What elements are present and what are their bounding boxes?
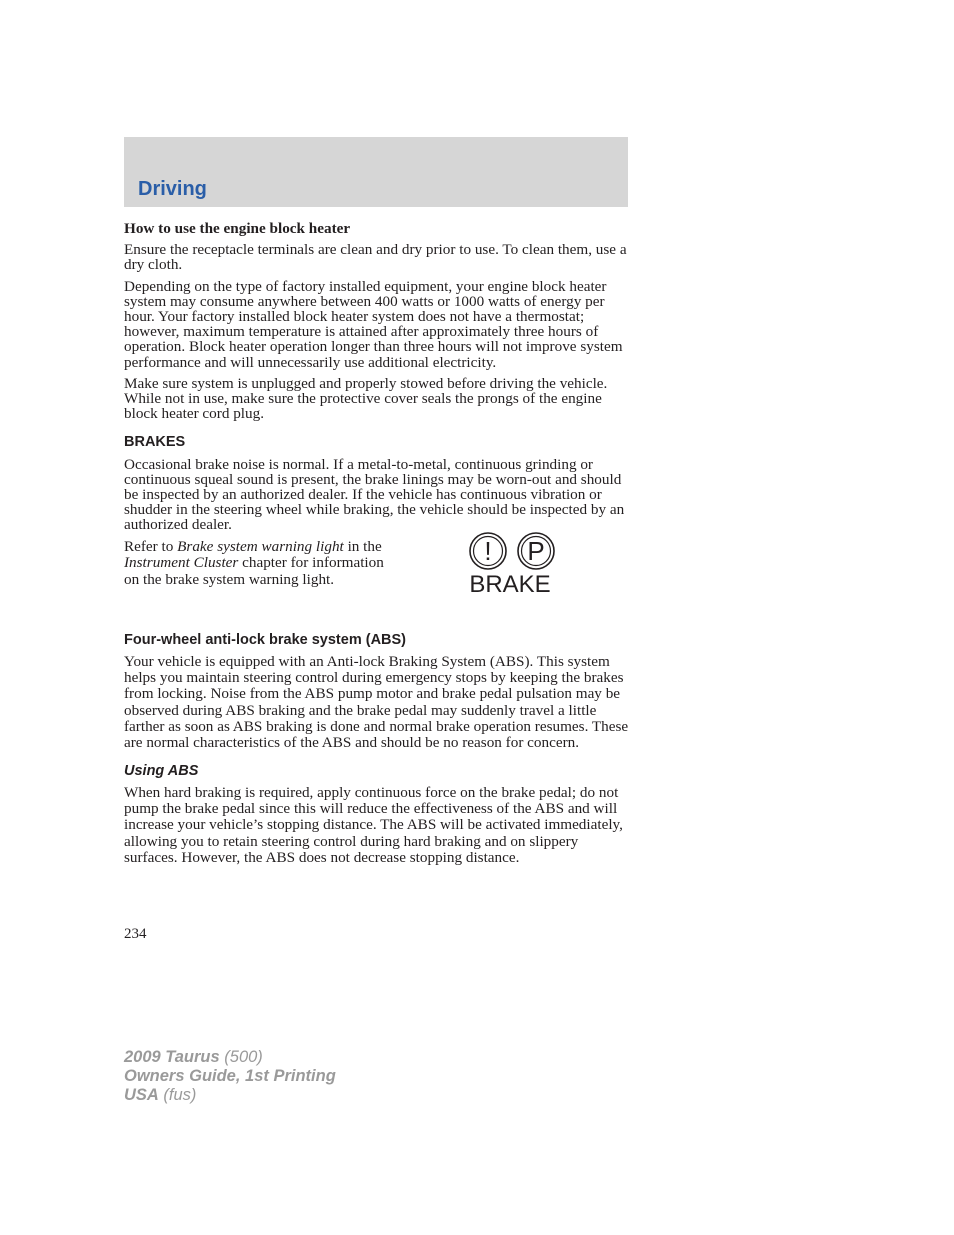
brake-reference-text [124,539,386,589]
parking-symbol: P [527,535,545,566]
abs-paragraph-1: Your vehicle is equipped with an Anti-lock Braking System (ABS). This system helps you maintain steering control during emergency stops by keeping the brakes from locking. Noise from the ABS pump motor and brake pedal pulsation may be observed during ABS braking and the brake pedal may suddenly travel a little farther as soon as ABS braking is done and normal brake operation resumes. These are normal characteristics of the ABS and should be no reason for concern. [124,652,629,752]
refer-suffix: chapter for information on the brake system warning light. [124,554,384,588]
block-heater-paragraph-2: Depending on the type of factory installed equipment, your engine block heater system may consume anywhere between 400 watts or 1000 watts of energy per hour. Your factory installed block heater system does not have a thermostat; however, maximum temperature is attained after approximately three hours of operation. Block heater operation longer than three hours will not improve system performance and will unnecessarily use additional electricity. [124,277,623,371]
brake-label: BRAKE [469,570,551,598]
section-title: Driving [138,178,207,200]
footer-line-3 [124,1086,336,1105]
refer-instrument-cluster: Instrument Cluster [124,554,239,572]
page-number: 234 [124,926,147,942]
footer-model: 2009 Taurus [124,1048,220,1066]
brakes-paragraph-1: Occasional brake noise is normal. If a metal-to-metal, continuous grinding or continuous squeal sound is present, the brake linings may be worn-out and should be inspected by an authorized dealer. If the vehicle has continuous vibration or shudder in the steering wheel while braking, the vehicle should be inspected by an authorized dealer. [124,455,625,534]
block-heater-paragraph-3: Make sure system is unplugged and properly stowed before driving the vehicle. While not in use, make sure the protective cover seals the prongs of the engine block heater cord plug. [124,374,608,423]
section-header-band [124,137,628,207]
footer-market: USA [124,1086,159,1104]
page-content [124,221,629,872]
footer-line-2 [124,1067,336,1086]
document-footer [124,1048,336,1105]
abs-heading: Four-wheel anti-lock brake system (ABS) [124,631,407,648]
brake-warning-icon [464,531,556,601]
footer-market-code: (fus) [158,1086,197,1104]
footer-line-1 [124,1048,336,1067]
using-abs-paragraph-1: When hard braking is required, apply continuous force on the brake pedal; do not pump the brake pedal since this will reduce the effectiveness of the ABS and will increase your vehicle’s stopping distance. The ABS will be activated immediately, allowing you to retain steering control during hard braking and on slippery surfaces. However, the ABS does not decrease stopping distance. [124,783,623,867]
block-heater-paragraph-1: Ensure the receptacle terminals are clean and dry prior to use. To clean them, use a dry cloth. [124,241,627,274]
brake-warning-reference [124,535,629,619]
block-heater-heading: How to use the engine block heater [124,220,351,237]
using-abs-heading: Using ABS [124,762,199,779]
footer-model-code: (500) [219,1048,263,1066]
exclamation-symbol: ! [484,535,492,566]
brakes-heading: BRAKES [124,434,186,451]
refer-brake-warning-light: Brake system warning light [177,537,344,555]
refer-prefix: Refer to [124,537,178,555]
footer-guide-edition: Owners Guide, 1st Printing [124,1067,336,1085]
refer-mid: in the [343,537,382,555]
